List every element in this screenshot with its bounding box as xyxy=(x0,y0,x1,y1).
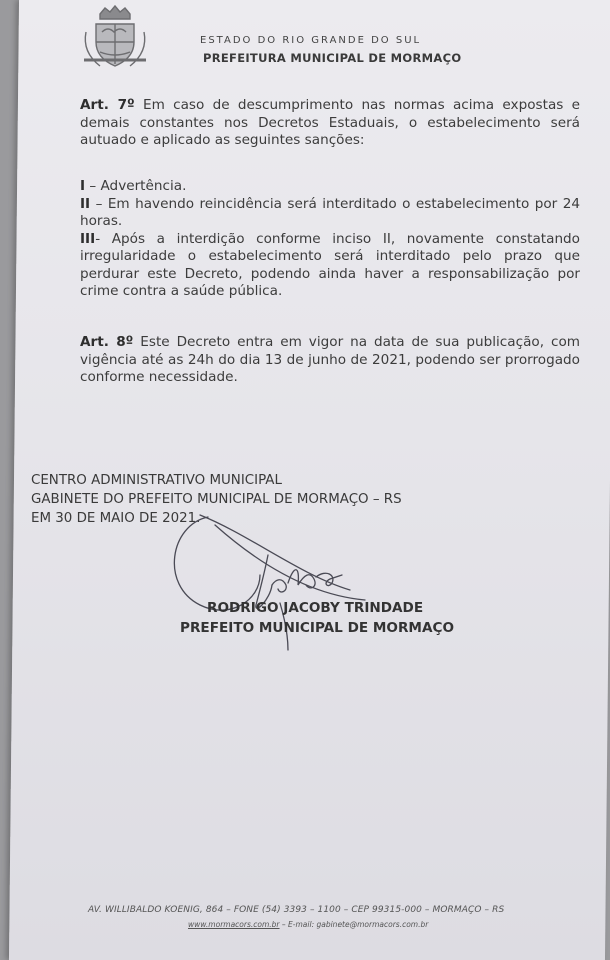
footer-email[interactable]: gabinete@mormacors.com.br xyxy=(316,920,429,929)
closing-line-1: CENTRO ADMINISTRATIVO MUNICIPAL xyxy=(31,473,282,488)
sanction-text: - Após a interdição conforme inciso II, novamente constatando irregularidade o estabelecimento será interditado pelo prazo que perdurar este Decreto, podendo ainda haver a responsabilização por crime contra a saúde pública. xyxy=(80,230,580,299)
sanction-item xyxy=(80,231,580,301)
article-8 xyxy=(80,334,580,387)
article-7-text: Em caso de descumprimento nas normas acima expostas e demais constantes nos Decretos Estaduais, o estabelecimento será autuado e aplicado as seguintes sanções: xyxy=(80,97,580,148)
footer-contact xyxy=(188,920,428,929)
article-7 xyxy=(80,97,580,150)
sanction-item xyxy=(80,196,580,231)
header-state: ESTADO DO RIO GRANDE DO SUL xyxy=(200,35,422,46)
sanction-text: – Advertência. xyxy=(85,178,187,194)
municipal-crest-icon xyxy=(80,2,150,72)
header-prefecture: PREFEITURA MUNICIPAL DE MORMAÇO xyxy=(203,51,462,65)
footer-website[interactable]: www.mormacors.com.br xyxy=(188,920,280,929)
closing-line-2: GABINETE DO PREFEITO MUNICIPAL DE MORMAÇO – RS xyxy=(31,492,402,507)
sanction-label: II xyxy=(80,195,91,212)
closing-line-3: EM 30 DE MAIO DE 2021. xyxy=(31,511,201,526)
article-8-label: Art. 8º xyxy=(80,334,134,350)
signatory-name: RODRIGO JACOBY TRINDADE xyxy=(207,600,424,616)
sanction-label: III xyxy=(80,230,96,247)
footer-address: AV. WILLIBALDO KOENIG, 864 – FONE (54) 3393 – 1100 – CEP 99315-000 – MORMAÇO – RS xyxy=(88,905,505,915)
article-8-text: Este Decreto entra em vigor na data de sua publicação, com vigência até as 24h do dia 13 de junho de 2021, podendo ser prorrogado conforme necessidade. xyxy=(80,334,580,385)
footer-email-label: – E-mail: xyxy=(279,920,317,929)
sanction-label: I xyxy=(80,178,86,194)
signatory-title: PREFEITO MUNICIPAL DE MORMAÇO xyxy=(180,620,455,636)
sanctions-list xyxy=(80,178,580,301)
sanction-text: – Em havendo reincidência será interditado o estabelecimento por 24 horas. xyxy=(80,195,580,229)
sanction-item xyxy=(80,178,580,196)
article-7-label: Art. 7º xyxy=(80,97,135,113)
